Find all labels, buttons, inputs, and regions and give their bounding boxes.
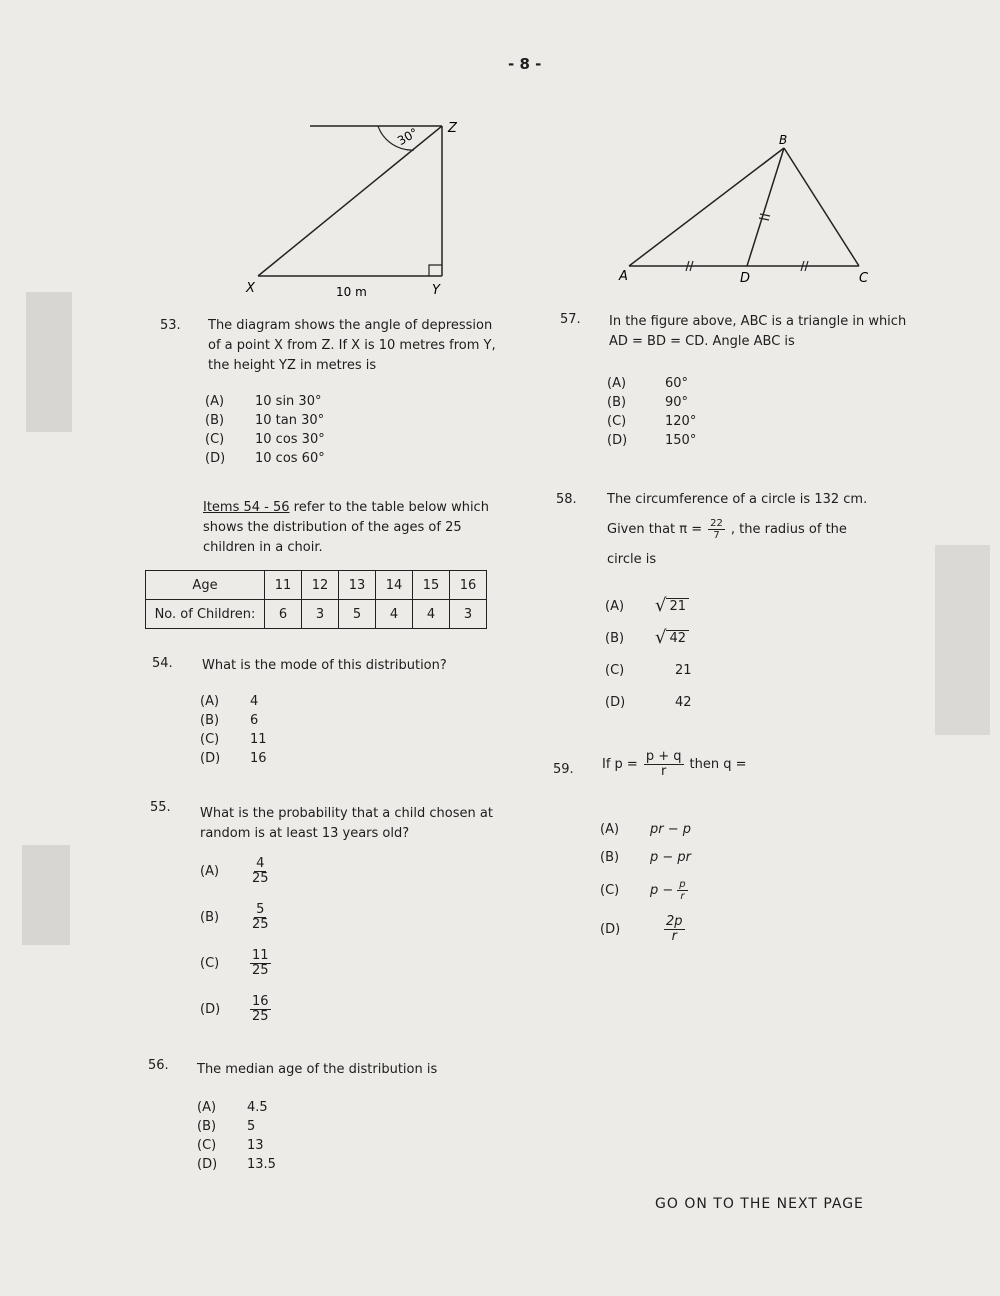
q56-options — [197, 1098, 276, 1174]
option-label: (D) — [197, 1157, 218, 1172]
option-value: 42 — [675, 694, 692, 710]
table-header-age: Age — [146, 571, 265, 600]
q55-options — [200, 848, 271, 1032]
option-value: 21 — [666, 598, 689, 615]
base-label: 10 m — [336, 285, 367, 299]
q58-option-b[interactable] — [605, 622, 692, 654]
option-label: (B) — [600, 849, 620, 865]
q59-option-a[interactable] — [600, 815, 691, 843]
option-label: (D) — [607, 433, 628, 448]
pi-fraction — [708, 518, 725, 541]
label-c: C — [859, 271, 869, 285]
page-number: - 8 - — [508, 55, 542, 73]
q59-option-c[interactable] — [600, 871, 691, 909]
q58-stem-line3: circle is — [607, 552, 657, 567]
fraction-denominator: 25 — [252, 962, 269, 978]
items-intro — [203, 498, 503, 558]
fraction-denominator: 25 — [252, 916, 269, 932]
scan-shadow-right — [935, 545, 990, 735]
items-intro-text: refer to the table below which shows the distribution of the ages of 25 children in a choir. — [203, 500, 489, 555]
option-label: (A) — [200, 694, 220, 709]
q57-option-a[interactable] — [607, 374, 696, 393]
figure-angle-of-depression — [240, 110, 480, 305]
option-value: 21 — [675, 662, 692, 678]
fraction-numerator: 11 — [252, 947, 269, 963]
option-label: (C) — [200, 955, 220, 971]
option-value: 11 — [250, 732, 267, 747]
fraction-numerator: 4 — [256, 855, 265, 871]
q58-stem-line2 — [607, 518, 907, 541]
tick-marks — [686, 214, 808, 271]
fraction — [250, 995, 271, 1024]
label-b: B — [779, 133, 788, 147]
option-value: 60° — [665, 376, 689, 391]
table-cell: 15 — [413, 571, 450, 600]
option-value-prefix: p − — [650, 882, 674, 898]
radical-sign-icon: √ — [655, 595, 667, 616]
scan-shadow-left-bottom — [22, 845, 70, 945]
option-value: 120° — [665, 414, 697, 429]
option-value: 13 — [247, 1138, 264, 1153]
q57-options — [607, 374, 696, 450]
q57-option-d[interactable] — [607, 431, 696, 450]
q55-stem: What is the probability that a child chosen at random is at least 13 years old? — [200, 806, 493, 841]
option-label: (D) — [600, 921, 621, 937]
q56-option-c[interactable] — [197, 1136, 276, 1155]
q53-option-d[interactable] — [205, 449, 325, 468]
table-cell: 14 — [376, 571, 413, 600]
label-d: D — [740, 271, 751, 285]
q57-option-c[interactable] — [607, 412, 696, 431]
option-label: (A) — [600, 821, 620, 837]
q57-number: 57. — [560, 312, 581, 327]
option-value: 150° — [665, 433, 697, 448]
option-label: (A) — [607, 376, 627, 391]
q53-option-a[interactable] — [205, 392, 325, 411]
table-cell: 4 — [376, 600, 413, 629]
option-value: 4 — [250, 694, 259, 709]
table-cell: 3 — [302, 600, 339, 629]
q53-option-c[interactable] — [205, 430, 325, 449]
q59-option-b[interactable] — [600, 843, 691, 871]
table-cell: 11 — [265, 571, 302, 600]
option-value: 10 tan 30° — [255, 413, 325, 428]
fraction-denominator: 25 — [252, 870, 269, 886]
q59-stem-post: then q = — [689, 756, 747, 772]
fraction-numerator: 5 — [256, 901, 265, 917]
table-header-children: No. of Children: — [146, 600, 265, 629]
table-row-age — [146, 571, 487, 600]
option-value: 10 cos 60° — [255, 451, 325, 466]
option-label: (C) — [205, 432, 225, 447]
fraction-denominator: r — [660, 764, 667, 779]
option-value: 13.5 — [247, 1157, 276, 1172]
go-on-next-page: GO ON TO THE NEXT PAGE — [655, 1196, 864, 1212]
label-y: Y — [432, 283, 440, 298]
q56-number: 56. — [148, 1058, 169, 1073]
option-label: (B) — [197, 1119, 217, 1134]
q53-number: 53. — [160, 318, 181, 333]
q53-option-b[interactable] — [205, 411, 325, 430]
q54-number: 54. — [152, 656, 173, 671]
q58-given: Given that π = — [607, 521, 703, 537]
fraction — [250, 903, 271, 932]
sqrt — [655, 629, 689, 647]
q56-stem: The median age of the distribution is — [197, 1062, 438, 1077]
fraction — [250, 949, 271, 978]
fraction-numerator: p + q — [645, 749, 682, 764]
table-cell: 6 — [265, 600, 302, 629]
option-label: (B) — [205, 413, 225, 428]
option-label: (D) — [200, 1001, 221, 1017]
label-x: X — [246, 281, 255, 296]
q56-option-a[interactable] — [197, 1098, 276, 1117]
line-zx — [258, 126, 442, 276]
q59-options — [600, 815, 691, 949]
option-label: (A) — [205, 394, 225, 409]
table-cell: 16 — [450, 571, 487, 600]
option-value: 5 — [247, 1119, 256, 1134]
table-cell: 12 — [302, 571, 339, 600]
option-label: (C) — [607, 414, 627, 429]
q58-options — [605, 590, 692, 718]
q53-options — [205, 392, 325, 468]
q59-number: 59. — [553, 762, 574, 777]
q59-fraction — [644, 750, 684, 779]
option-value: 10 sin 30° — [255, 394, 322, 409]
option-value: 10 cos 30° — [255, 432, 325, 447]
q59-stem — [602, 750, 746, 779]
q54-option-a[interactable] — [200, 692, 267, 711]
fraction — [664, 915, 685, 944]
label-a: A — [619, 269, 628, 284]
option-label: (B) — [607, 395, 627, 410]
figure-triangle-abc — [615, 130, 875, 285]
option-label: (C) — [197, 1138, 217, 1153]
option-label: (A) — [200, 863, 220, 879]
fraction — [677, 879, 687, 902]
q59-option-d[interactable] — [600, 909, 691, 949]
option-label: (D) — [605, 694, 626, 710]
q56-option-b[interactable] — [197, 1117, 276, 1136]
q56-option-d[interactable] — [197, 1155, 276, 1174]
side-ab — [629, 148, 784, 266]
table-cell: 4 — [413, 600, 450, 629]
q54-option-c[interactable] — [200, 730, 267, 749]
table-row-children — [146, 600, 487, 629]
option-value: 42 — [666, 630, 689, 647]
q55-option-b[interactable] — [200, 894, 271, 940]
q57-stem: In the figure above, ABC is a triangle in which AD = BD = CD. Angle ABC is — [609, 314, 907, 349]
q55-option-d[interactable] — [200, 986, 271, 1032]
q58-option-a[interactable] — [605, 590, 692, 622]
radical-sign-icon: √ — [655, 627, 667, 648]
option-label: (B) — [200, 713, 220, 728]
fraction-denominator: 7 — [713, 530, 720, 541]
q54-options — [200, 692, 267, 768]
q55-option-a[interactable] — [200, 848, 271, 894]
label-z: Z — [448, 121, 457, 136]
q58-option-c[interactable] — [605, 654, 692, 686]
fraction-denominator: r — [671, 928, 677, 944]
option-value: 4.5 — [247, 1100, 268, 1115]
q55-option-c[interactable] — [200, 940, 271, 986]
fraction-numerator: p — [679, 878, 686, 890]
q58-given-post: , the radius of the — [730, 521, 847, 537]
right-angle-marker — [429, 265, 442, 276]
option-label: (B) — [605, 630, 625, 646]
option-label: (A) — [197, 1100, 217, 1115]
option-label: (B) — [200, 909, 220, 925]
fraction-denominator: 25 — [252, 1008, 269, 1024]
option-value: 90° — [665, 395, 689, 410]
q55-number: 55. — [150, 800, 171, 815]
q57-option-b[interactable] — [607, 393, 696, 412]
q53-stem: The diagram shows the angle of depression of a point X from Z. If X is 10 metres from Y, the height YZ in metres is — [208, 318, 496, 373]
option-value: 16 — [250, 751, 267, 766]
side-bc — [784, 148, 859, 266]
q54-stem: What is the mode of this distribution? — [202, 658, 447, 673]
fraction-denominator: r — [680, 890, 685, 902]
fraction-numerator: 16 — [252, 993, 269, 1009]
option-value: pr − p — [650, 821, 692, 837]
table-cell: 5 — [339, 600, 376, 629]
q59-stem-pre: If p = — [602, 756, 638, 772]
q58-stem-line1: The circumference of a circle is 132 cm. — [607, 492, 868, 507]
option-value: 6 — [250, 713, 259, 728]
q58-number: 58. — [556, 492, 577, 507]
option-label: (D) — [205, 451, 226, 466]
segment-bd — [747, 148, 784, 266]
table-cell: 3 — [450, 600, 487, 629]
table-cell: 13 — [339, 571, 376, 600]
fraction-numerator: 2p — [666, 913, 683, 929]
option-label: (C) — [200, 732, 220, 747]
items-intro-range: Items 54 - 56 — [203, 500, 290, 515]
q54-option-b[interactable] — [200, 711, 267, 730]
scan-shadow-left-top — [26, 292, 72, 432]
fraction-numerator: 22 — [710, 518, 723, 529]
q58-option-d[interactable] — [605, 686, 692, 718]
option-value: p − pr — [650, 849, 692, 865]
option-label: (C) — [600, 882, 620, 898]
angle-label: 30° — [395, 125, 421, 149]
option-label: (A) — [605, 598, 625, 614]
option-label: (C) — [605, 662, 625, 678]
option-label: (D) — [200, 751, 221, 766]
q54-option-d[interactable] — [200, 749, 267, 768]
sqrt — [655, 597, 689, 615]
age-distribution-table — [145, 570, 487, 629]
fraction — [250, 857, 271, 886]
